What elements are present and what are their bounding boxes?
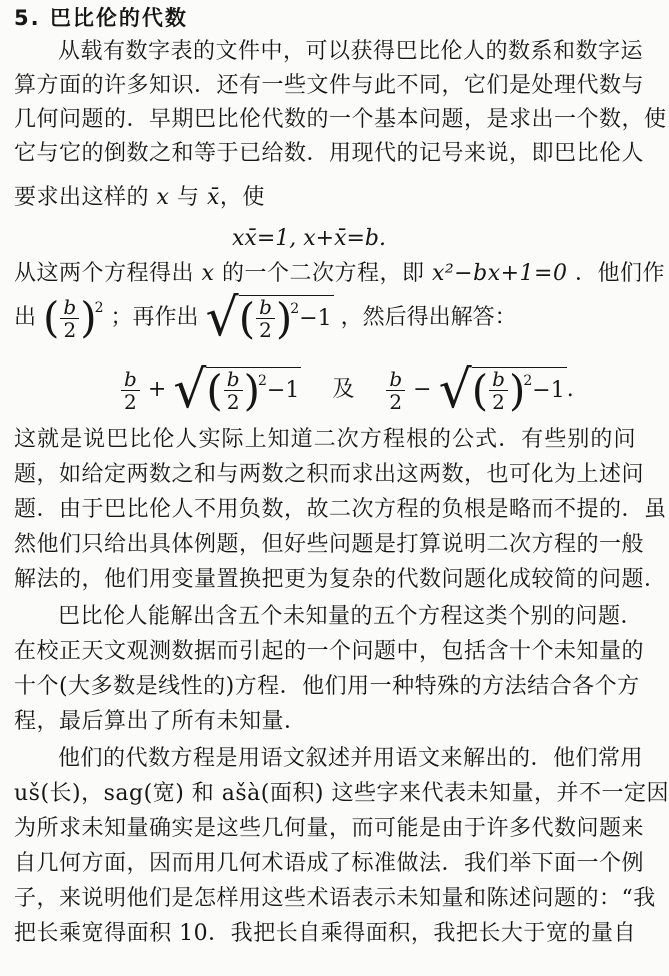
text-line: 他们的代数方程是用语文叙述并用语文来解出的．他们常用 [58,746,644,771]
text-line: 几何问题的．早期巴比伦代数的一个基本问题，是求出一个数，使 [14,107,667,132]
text-line: 题．由于巴比伦人不用负数，故二次方程的负根是略而不提的．虽 [14,497,667,522]
text-line: 算方面的许多知识．还有一些文件与此不同，它们是处理代数与 [14,73,645,98]
text-line: 在校正天文观测数据而引起的一个问题中，包括含十个未知量的 [14,639,645,664]
section-heading [14,2,188,32]
text-line: 子，来说明他们是怎样用这些术语表示未知量和陈述问题的：“我 [14,886,656,911]
text-line: 十个(大多数是线性的)方程．他们用一种特殊的方法结合各个方 [14,674,640,699]
text-line: 从这两个方程得出 x 的一个二次方程，即 x²−bx+1=0 ．他们作 [14,261,665,286]
section-title: 巴比伦的代数 [49,6,188,30]
text-line: 然他们只给出具体例题，但好些问题是打算说明二次方程的一般 [14,532,645,557]
text-line: 解法的，他们用变量置换把更为复杂的代数问题化成较简的问题． [14,567,667,592]
text-line: 从载有数字表的文件中，可以获得巴比伦人的数系和数字运 [58,39,644,64]
equation-system: xx̄=1, x+x̄=b. [232,226,386,251]
text-line: 这就是说巴比伦人实际上知道二次方程根的公式．有些别的问 [14,427,636,452]
text-line: uš(长)，sag(宽) 和 ašà(面积) 这些字来代表未知量，并不一定因 [14,781,669,806]
text-line: 它与它的倒数之和等于已给数．用现代的记号来说，即巴比伦人 [14,141,645,166]
text-line: 为所求未知量确实是这些几何量，而可能是由于许多代数问题来 [14,816,645,841]
text-line-with-math: 出 ( $\frac{b}{2}$ ) 2 ；再作出 √ ( $\frac{b}{2}$ ) 2 −1 ，然后得出解答： [14,288,517,348]
section-number: 5. [14,6,41,30]
text-line: 要求出这样的 x 与 x̄，使 [14,185,265,210]
text-line: 程，最后算出了所有未知量． [14,709,307,734]
half-b-squared: ( $\frac{b}{2}$ ) 2 [43,293,104,342]
solution-formula: $\frac{b}{2}$ + √ ( $\frac{b}{2}$ ) 2 −1 及 $\frac{b}{2}$ − √ ( $\frac{b}{2}$ ) 2 −1 . [120,364,574,416]
text-line: 把长乘宽得面积 10．我把长自乘得面积，我把长大于宽的量自 [14,921,636,946]
text-line: 巴比伦人能解出含五个未知量的五个方程这类个别的问题． [58,604,644,629]
text-line: 题，如给定两数之和与两数之积而求出这两数，也可化为上述问 [14,462,645,487]
text-line: 自几何方面，因而用几何术语成了标准做法．我们举下面一个例 [14,851,645,876]
sqrt-expression: √ ( $\frac{b}{2}$ ) 2 −1 [205,288,332,348]
